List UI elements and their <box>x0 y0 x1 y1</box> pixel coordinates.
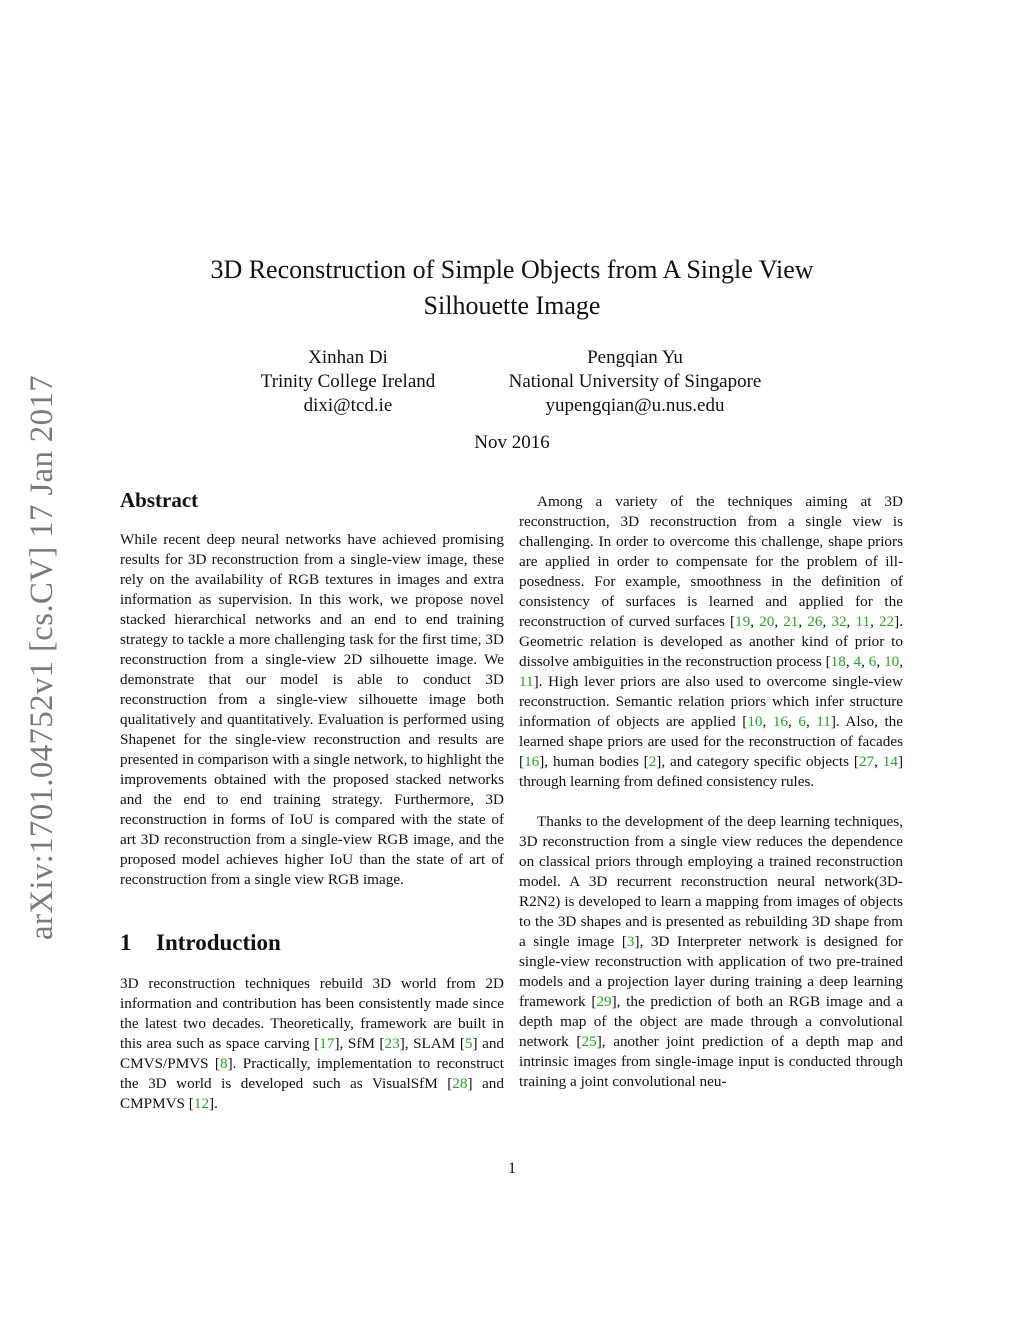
citation-link[interactable]: 25 <box>581 1033 597 1050</box>
citation-link[interactable]: 20 <box>759 613 775 630</box>
citation-link[interactable]: 32 <box>831 613 847 630</box>
citation-link[interactable]: 12 <box>193 1095 210 1112</box>
citation-link[interactable]: 18 <box>830 653 846 670</box>
abstract-text: While recent deep neural networks have achieved promising results for 3D reconstruction from a single-view image, these rely on the availability of RGB textures in images and extra information as supervision. In this work, we propose novel stacked hierarchical networks and an end to end training strategy to tackle a more challenging task for the first time, 3D reconstruction from a single-view 2D silhouette image. We demonstrate that our model is able to conduct 3D reconstruction from a single-view silhouette image both qualitatively and quantitatively. Evaluation is performed using Shapenet for the single-view reconstruction and results are presented in comparison with a single network, to highlight the improvements obtained with the proposed stacked networks and the end to end training strategy. Furthermore, 3D reconstruction in forms of IoU is compared with the state of art 3D reconstruction from a single-view RGB image, and the proposed model achieves higher IoU than the state of art of reconstruction from a single view RGB image. <box>120 531 504 888</box>
left-column <box>120 486 504 1114</box>
citation-link[interactable]: 5 <box>464 1035 473 1052</box>
citation-link[interactable]: 23 <box>384 1035 400 1052</box>
author-affiliation: Trinity College Ireland <box>260 371 436 392</box>
author-block-1 <box>238 346 458 418</box>
citation-link[interactable]: 14 <box>882 753 898 770</box>
abstract-heading: Abstract <box>120 488 199 512</box>
paper-date: Nov 2016 <box>474 432 550 453</box>
citation-link[interactable]: 6 <box>868 653 877 670</box>
citation-link[interactable]: 29 <box>596 993 612 1010</box>
citation-link[interactable]: 11 <box>816 713 831 730</box>
section-heading-introduction <box>120 928 504 958</box>
right-column <box>519 492 903 1092</box>
arxiv-identifier: arXiv:1701.04752v1 [cs.CV] 17 Jan 2017 <box>24 374 60 940</box>
intro-paragraph-3: Thanks to the development of the deep learning techniques, 3D reconstruction from a single view reduces the dependence on classical priors through employing a trained reconstruction model. A 3D recurrent reconstruction neural network(3D-R2N2) is developed to learn a mapping from images of objects to the 3D shapes and is presented as rebuilding 3D shape from a single image [3], 3D Interpreter network is designed for single-view reconstruction with application of two pre-trained models and a projection layer during training a deep learning framework [29], the prediction of both an RGB image and a depth map of the object are made through a convolutional network [25], another joint prediction of a depth map and intrinsic images from single-image input is conducted through training a joint convolutional neu- <box>519 813 904 1090</box>
intro-paragraph-1: 3D reconstruction techniques rebuild 3D world from 2D information and contribution has been consistently made since the latest two decades. Theoretically, framework are built in this area such as space carving [17], SfM [23], SLAM [5] and CMVS/PMVS [8]. Practically, implementation to reconstruct the 3D world is developed such as VisualSfM [28] and CMPMVS [12]. <box>120 975 505 1112</box>
citation-link[interactable]: 28 <box>452 1075 468 1092</box>
citation-link[interactable]: 10 <box>747 713 763 730</box>
author-email: dixi@tcd.ie <box>303 395 393 416</box>
citation-link[interactable]: 16 <box>772 713 789 730</box>
citation-link[interactable]: 3 <box>626 933 635 950</box>
title-line-2: Silhouette Image <box>423 291 601 320</box>
citation-link[interactable]: 4 <box>853 653 862 670</box>
citation-link[interactable]: 2 <box>648 753 657 770</box>
citation-link[interactable]: 6 <box>798 713 806 730</box>
author-block-2 <box>480 346 790 418</box>
author-email: yupengqian@u.nus.edu <box>545 395 725 416</box>
author-name: Xinhan Di <box>308 347 388 368</box>
citation-link[interactable]: 8 <box>220 1055 228 1072</box>
citation-link[interactable]: 16 <box>524 753 540 770</box>
intro-paragraph-2: Among a variety of the techniques aiming at 3D reconstruction, 3D reconstruction from a single view is challenging. In order to overcome this challenge, shape priors are applied in order to compensate for the problem of ill-posedness. For example, smoothness in the definition of consistency of surfaces is learned and applied for the reconstruction of curved surfaces [19, 20, 21, 26, 32, 11, 22]. Geometric relation is developed as another kind of prior to dissolve ambiguities in the reconstruction process [18, 4, 6, 10, 11]. High lever priors are also used to overcome single-view reconstruction. Semantic relation priors which infer structure information of objects are applied [10, 16, 6, 11]. Also, the learned shape priors are used for the reconstruction of facades [16], human bodies [2], and category specific objects [27, 14] through learning from defined consistency rules. <box>519 493 904 790</box>
citation-link[interactable]: 27 <box>858 753 875 770</box>
citation-link[interactable]: 11 <box>519 673 534 690</box>
page-number: 1 <box>508 1160 516 1177</box>
citation-link[interactable]: 19 <box>735 613 751 630</box>
citation-link[interactable]: 11 <box>855 613 871 630</box>
section-title: Introduction <box>156 930 281 955</box>
citation-link[interactable]: 10 <box>884 653 900 670</box>
citation-link[interactable]: 17 <box>319 1035 335 1052</box>
citation-link[interactable]: 22 <box>878 613 895 630</box>
paper-title <box>120 252 904 324</box>
title-line-1: 3D Reconstruction of Simple Objects from A Single View <box>210 255 814 284</box>
author-name: Pengqian Yu <box>587 347 683 368</box>
citation-link[interactable]: 26 <box>807 613 823 630</box>
citation-link[interactable]: 21 <box>783 613 799 630</box>
section-number: 1 <box>120 930 132 955</box>
author-affiliation: National University of Singapore <box>508 371 762 392</box>
